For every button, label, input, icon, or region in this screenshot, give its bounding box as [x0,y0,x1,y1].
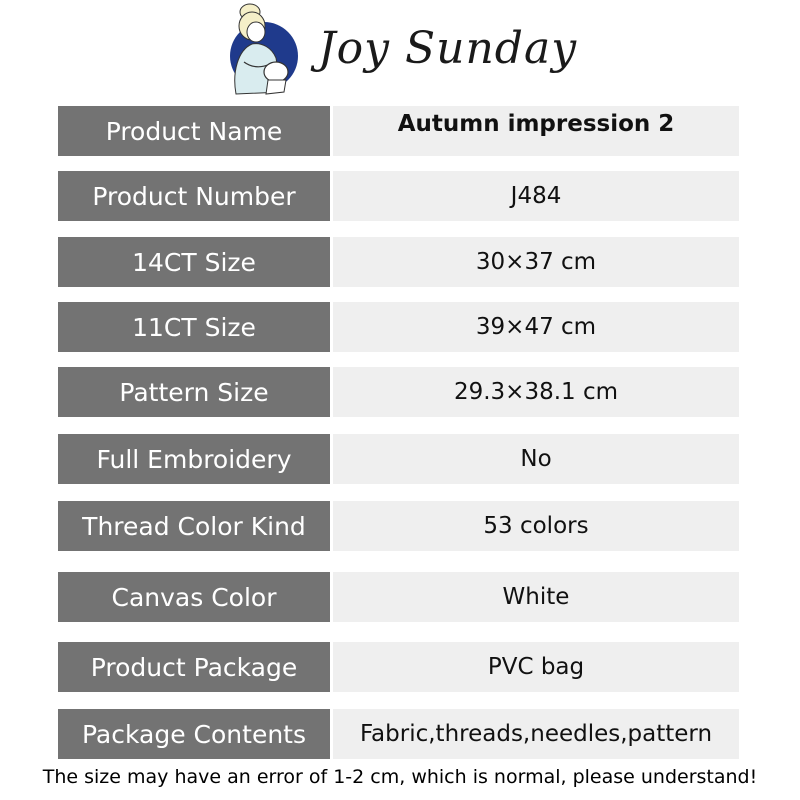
brand-logo-text: Joy Sunday [318,23,578,74]
spec-label: Full Embroidery [58,434,330,484]
spec-label: Package Contents [58,709,330,759]
spec-row-package-contents [58,709,739,759]
spec-row-product-package [58,642,739,692]
spec-value: 39×47 cm [333,302,739,352]
spec-label: 14CT Size [58,237,330,287]
size-disclaimer: The size may have an error of 1-2 cm, which is normal, please understand! [42,766,758,788]
spec-label: Product Package [58,642,330,692]
spec-row-full-embroidery [58,434,739,484]
spec-label: Product Number [58,171,330,221]
spec-value: 53 colors [333,501,739,551]
spec-value: No [333,434,739,484]
spec-row-thread-color-kind [58,501,739,551]
spec-value: White [333,572,739,622]
spec-value: PVC bag [333,642,739,692]
spec-row-canvas-color [58,572,739,622]
spec-row-product-name [58,106,739,156]
spec-label: 11CT Size [58,302,330,352]
spec-label: Product Name [58,106,330,156]
spec-label: Thread Color Kind [58,501,330,551]
spec-row-11ct-size [58,302,739,352]
spec-value: Fabric,threads,needles,pattern [333,709,739,759]
spec-row-14ct-size [58,237,739,287]
spec-row-product-number [58,171,739,221]
spec-value: J484 [333,171,739,221]
spec-label: Canvas Color [58,572,330,622]
spec-value: 29.3×38.1 cm [333,367,739,417]
spec-label: Pattern Size [58,367,330,417]
spec-value: Autumn impression 2 [333,106,739,156]
spec-value: 30×37 cm [333,237,739,287]
spec-row-pattern-size [58,367,739,417]
